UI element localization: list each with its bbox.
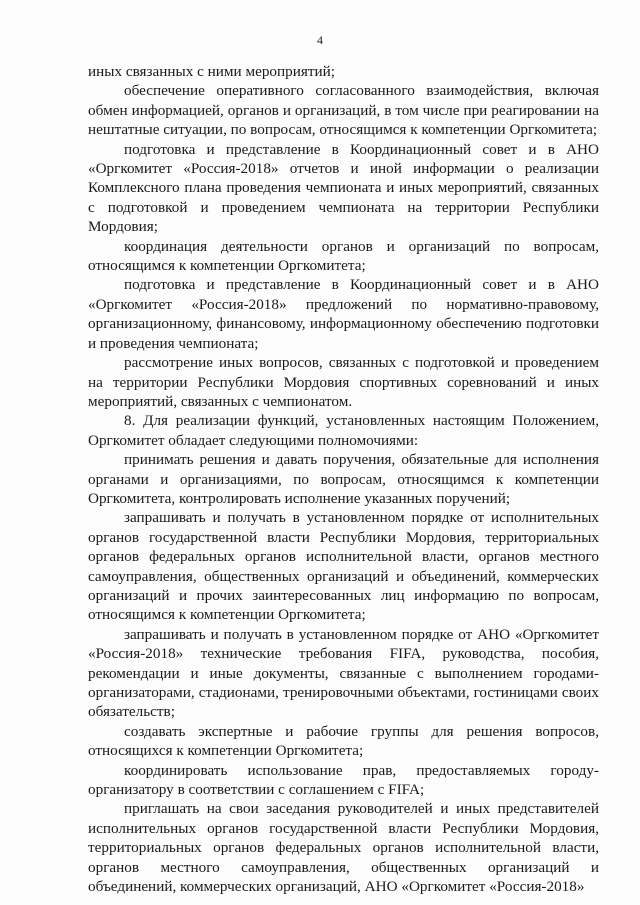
document-body [88,62,599,896]
paragraph-1: иных связанных с ними мероприятий; [88,63,335,80]
paragraph-4: координация деятельности органов и организаций по вопросам, относящимся к компетенции Оргкомитета; [88,237,599,275]
paragraph-10: запрашивать и получать в установленном порядке от АНО «Оргкомитет «Россия-2018» технические требования FIFA, руководства, пособия, рекомендации и иные документы, связанные с выполнением городами-организаторами, стадионами, тренировочными объектами, гостиницами своих обязательств; [88,625,599,721]
paragraph-13: приглашать на свои заседания руководителей и иных представителей исполнительных органов государственной власти Республики Мордовия, территориальных органов федеральных органов исполнительной власти, органов местного самоуправления, общественных организаций и объединений, коммерческих организаций, АНО «Оргкомитет «Россия-2018» [88,800,599,896]
paragraph-9: запрашивать и получать в установленном порядке от исполнительных органов государственной власти Республики Мордовия, территориальных органов федеральных органов исполнительной власти, органов местного самоуправления, общественных организаций и объединений, коммерческих организаций и прочих заинтересованных лиц информацию по вопросам, относящимся к компетенции Оргкомитета; [88,509,599,624]
paragraph-3: подготовка и представление в Координационный совет и в АНО «Оргкомитет «Россия-2018» отчетов и иной информации о реализации Комплексного плана проведения чемпионата и иных мероприятий, связанных с подготовкой и проведением чемпионата на территории Республики Мордовия; [88,140,599,236]
page-number: 4 [317,33,323,47]
paragraph-12: координировать использование прав, предоставляемых городу-организатору в соответствии с соглашением с FIFA; [88,761,599,799]
paragraph-6: рассмотрение иных вопросов, связанных с подготовкой и проведением на территории Республики Мордовия спортивных соревнований и иных мероприятий, связанных с чемпионатом. [88,354,599,410]
paragraph-8: принимать решения и давать поручения, обязательные для исполнения органами и организациями, по вопросам, относящимся к компетенции Оргкомитета, контролировать исполнение указанных поручений; [88,451,599,507]
paragraph-11: создавать экспертные и рабочие группы для решения вопросов, относящихся к компетенции Оргкомитета; [88,722,599,760]
paragraph-7: 8. Для реализации функций, установленных настоящим Положением, Оргкомитет обладает следующими полномочиями: [88,412,599,449]
paragraph-5: подготовка и представление в Координационный совет и в АНО «Оргкомитет «Россия-2018» предложений по нормативно-правовому, организационному, финансовому, информационному обеспечению подготовки и проведения чемпионата; [88,276,599,352]
paragraph-2: обеспечение оперативного согласованного взаимодействия, включая обмен информацией, органов и организаций, в том числе при реагировании на нештатные ситуации, по вопросам, относящимся к компетенции Оргкомитета; [88,82,599,139]
